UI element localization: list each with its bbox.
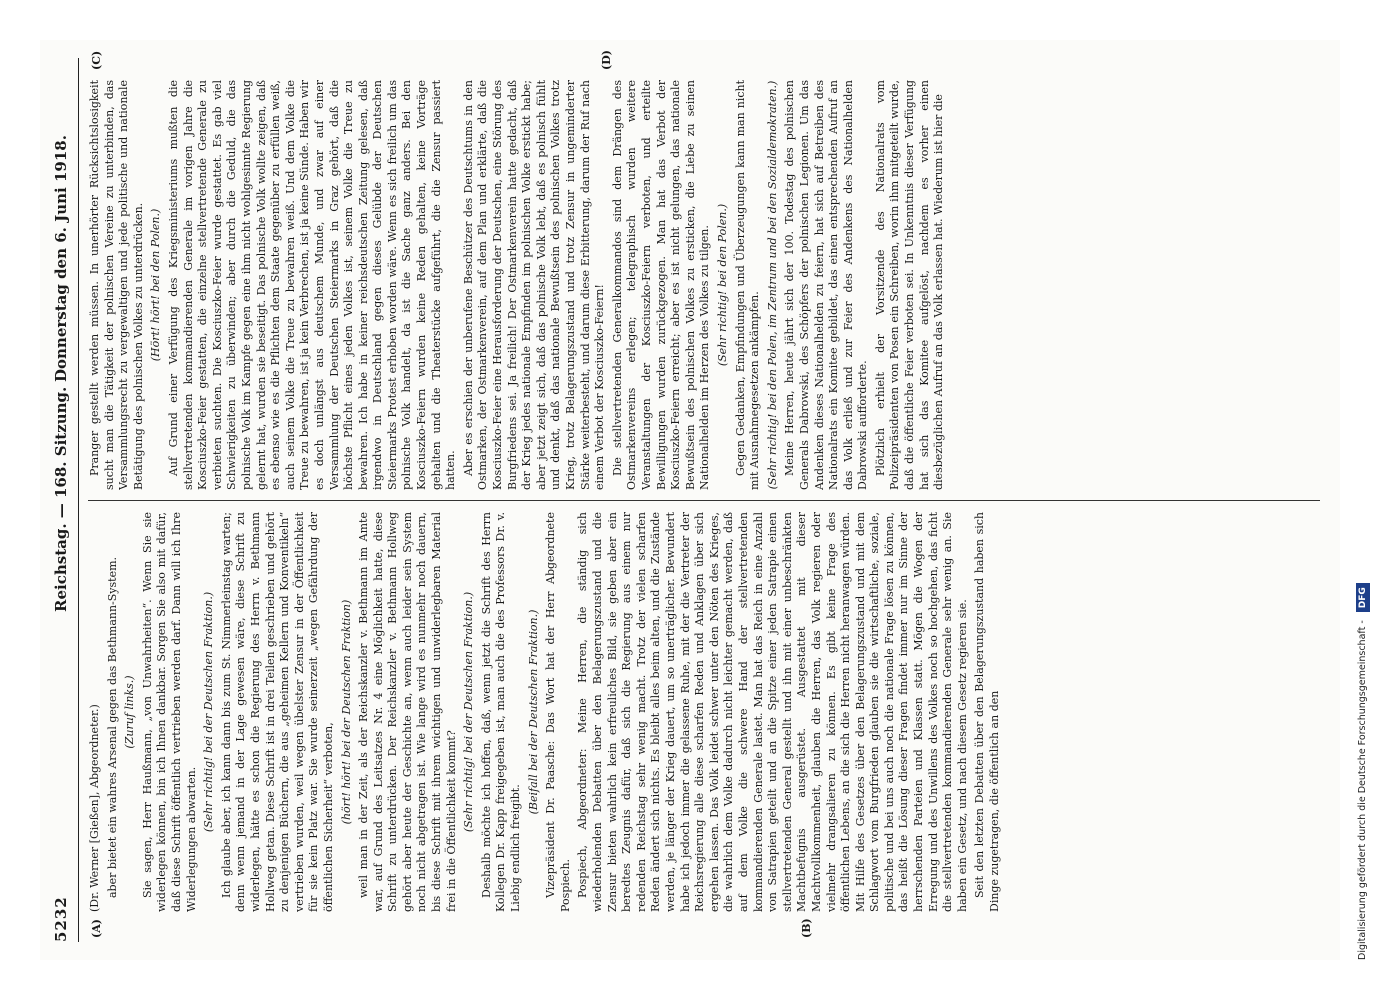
- paragraph: Pospiech, Abgeordneter: Meine Herren, die ständig sich wiederholenden Debatten über den Belagerungszustand und die Zensur bieten wahrlich kein erfreuliches Bild, sie geben aber ein beredtes Zeugnis dafür, daß sich die Regierung aus einem nur redenden Reichstag sehr wenig macht. Trotz der vielen scharfen Reden ändert sich nichts. Es bleibt alles beim alten, und die Zustände werden, je länger der Krieg dauert, um so unerträglicher. Bewundert habe ich jedoch immer die gelassene Ruhe, mit der die Vertreter der Reichsregierung alle diese scharfen Reden und Anklagen über sich ergehen lassen. Das Volk leidet schwer unter den Nöten des Krieges, die wahrlich dem Volke dadurch nicht leichter gemacht werden, daß auf dem Volke die schwere Hand der stellvertretenden kommandierenden Generale lastet. Man hat das Reich in eine Anzahl von Satrapien geteilt und an die Spitze einer jeden Satrapie einen stellvertretenden General gestellt und ihn mit einer unbeschränkten Machtbefugnis ausgerüstet. Ausgestattet mit dieser Machtvollkommenheit, glauben die Herren, das Volk regieren oder vielmehr drangsalieren zu können. Es gibt keine Frage des öffentlichen Lebens, an die sich die Herren nicht heranwagen würden. Mit Hilfe des Gesetzes über den Belagerungszustand und mit dem Schlagwort vom Burgfrieden glauben sie die wirtschaftliche, soziale, politische und bei uns auch noch die nationale Frage lösen zu können, das heißt die Lösung dieser Fragen findet immer nur im Sinne der herrschenden Parteien und Klassen statt. Mögen die Wogen der Erregung und des Unwillens des Volkes noch so hochgehen, das ficht die stellvertretenden kommandierenden Generale sehr wenig an. Sie haben ein Gesetz, und nach diesem Gesetz regieren sie.: [576, 512, 969, 912]
- margin-marker-c: (C): [90, 50, 103, 70]
- interjection: (Hört! hört! bei den Polen.): [149, 208, 163, 362]
- session-title: Reichstag. — 168. Sitzung.: [52, 386, 70, 612]
- margin-marker-d: (D): [600, 50, 613, 70]
- paragraph: Die stellvertretenden Generalkommandos sind dem Drängen des Ostmarkenvereins erlegen; telegraphisch wurden weitere Veranstaltungen der Kosciuszko-Feiern verboten, und erteilte Bewilligungen wurden zurückgezogen. Man hat das Verbot der Kosciuszko-Feiern erreicht; aber es ist nicht gelungen, das nationale Bewußtsein des polnischen Volkes zu ersticken, die Liebe zu seinen Nationalhelden im Herzen des Volkes zu tilgen.: [610, 80, 712, 490]
- digitization-text: Digitalisierung gefördert durch die Deutsche Forschungsgemeinschaft -: [1357, 620, 1368, 960]
- interjection: (Sehr richtig! bei den Polen.): [715, 203, 729, 367]
- session-date: Donnerstag den 6. Juni 1918.: [52, 135, 70, 382]
- margin-marker-b: (B): [800, 918, 813, 938]
- paragraph: Seit den letzten Debatten über den Belagerungszustand haben sich Dinge zugetragen, die öffentlich an den: [973, 512, 1002, 912]
- paragraph: Plötzlich erhielt der Vorsitzende des Nationalrats vom Polizeipräsidenten von Posen ein Schreiben, worin ihm mitgeteilt wurde, daß die öffentliche Feier verboten sei. In Unkenntnis dieser Verfügung hat sich das Komitee aufgelöst, nachdem es vorher einen diesbezüglichen Aufruf an das Volk erlassen hat. Wiederum ist hier die: [873, 80, 946, 490]
- paragraph: Sie sagen, Herr Haußmann, „von Unwahrheiten“. Wenn Sie sie widerlegen können, bin ich Ihnen dankbar. Sorgen Sie also mit dafür, daß diese Schrift öffentlich vertrieben werden darf. Dann will ich Ihre Widerlegungen abwarten.: [140, 512, 198, 912]
- paragraph: Aber es erschien der unberufene Beschützer des Deutschtums in den Ostmarken, der Ostmarkenverein, auf dem Plan und erklärte, daß die Kosciuszko-Feier eine Herausforderung der Deutschen, eine Störung des Burgfriedens sei. Ja freilich! Der Ostmarkenverein hatte gedacht, daß der Krieg jedes nationale Empfinden im polnischen Volke erstickt habe; aber jetzt zeigt sich, daß das polnische Volk lebt, daß es polnisch fühlt und denkt, daß das nationale Bewußtsein des polnischen Volkes trotz Krieg, trotz Belagerungszustand und trotz Zensur in ungeminderter Stärke weiterbesteht, und darum diese Erbitterung, darum der Ruf nach einem Verbot der Kosciuszko-Feiern!: [461, 80, 607, 490]
- paragraph: Gegen Gedanken, Empfindungen und Überzeugungen kann man nicht mit Ausnahmegesetzen ankämpfen.: [733, 80, 762, 490]
- interjection: (Sehr richtig! bei den Polen, im Zentrum und bei den Sozialdemokraten.): [765, 80, 779, 490]
- interjection: (Beifall bei der Deutschen Fraktion.): [526, 609, 540, 815]
- paragraph: Auf Grund einer Verfügung des Kriegsministeriums mußten die stellvertretenden kommandierenden Generale im vorigen Jahre die Kosciuszko-Feier gestatten, die einzelne stellvertretende Generale zu verbieten suchten. Die Kosciuszko-Feier wurde gestattet. Es gab viel Schwierigkeiten zu überwinden; aber durch die Geduld, die das polnische Volk im Kampfe gegen eine ihm nicht wohlgesinnte Regierung gelernt hat, wurden sie beseitigt. Das polnische Volk wollte zeigen, daß es ebenso wie es die Pflichten dem Staate gegenüber zu erfüllen weiß, auch seinem Volke die Treue zu bewahren weiß. Und dem Volke die Treue zu bewahren, ist ja kein Verbrechen, ist ja keine Sünde. Haben wir es doch unlängst aus deutschem Munde, und zwar auf einer Versammlung der Deutschen Steiermarks in Graz gehört, daß die höchste Pflicht eines jeden Volkes ist, seinem Volke die Treue zu bewahren. Ich habe in keiner reichsdeutschen Zeitung gelesen, daß irgendwo in Deutschland gegen dieses Gelübde der Deutschen Steiermarks Protest erhoben worden wäre. Wenn es sich freilich um das polnische Volk handelt, da ist die Sache ganz anders. Bei den Kosciuszko-Feiern wurden keine Reden gehalten, keine Vorträge gehalten und die Theaterstücke aufgeführt, die die Zensur passiert hatten.: [166, 80, 458, 490]
- paragraph: Deshalb möchte ich hoffen, daß, wenn jetzt die Schrift des Herrn Kollegen Dr. Kapp freigegeben ist, man auch die des Professors Dr. v. Liebig endlich freigibt.: [479, 512, 523, 912]
- paragraph: Meine Herren, heute jährt sich der 100. Todestag des polnischen Generals Dabrowski, des Schöpfers der polnischen Legionen. Um das Andenken dieses Nationalhelden zu feiern, hat sich auf Betreiben des Nationalrats ein Komitee gebildet, das einen entsprechenden Aufruf an das Volk erließ und zur Feier des Andenkens des Nationalhelden Dabrowski aufforderte.: [783, 80, 870, 490]
- paragraph: weil man in der Zeit, als der Reichskanzler v. Bethmann im Amte war, auf Grund des Leitsatzes Nr. 4 eine Möglichkeit hatte, diese Schrift zu unterdrücken. Der Reichskanzler v. Bethmann Hollweg gehört aber heute der Geschichte an, wenn auch leider sein System noch nicht abgetragen ist. Wie lange wird es nunmehr noch dauern, bis diese Schrift mit ihrem wichtigen und unwiderlegbaren Material frei in die Öffentlichkeit kommt?: [357, 512, 458, 912]
- interjection: (Sehr richtig! bei der Deutschen Fraktion.): [202, 591, 216, 833]
- interjection: (Sehr richtig! bei der Deutschen Fraktion.): [462, 591, 476, 833]
- right-column: [88, 80, 1320, 490]
- left-column: [88, 512, 1320, 912]
- interjection: (hört! hört! bei der Deutschen Fraktion): [339, 599, 353, 825]
- speaker-line: (Dr. Werner [Gießen], Abgeordneter.): [88, 704, 101, 912]
- scanned-page: [40, 40, 1340, 960]
- paragraph: aber bietet ein wahres Arsenal gegen das Bethmann-System.: [105, 556, 119, 898]
- margin-marker-a: (A): [90, 919, 103, 938]
- digitization-note: [1352, 40, 1374, 960]
- column-divider: [88, 500, 1320, 501]
- interjection: (Zuruf links.): [123, 675, 137, 749]
- page-header: [50, 58, 79, 942]
- paragraph: Ich glaube aber, ich kann dann bis zum St. Nimmerleinstag warten; denn wenn jemand in der Lage gewesen wäre, diese Schrift zu widerlegen, hätte es schon die Regierung des Herrn v. Bethmann Hollweg getan. Diese Schrift ist in drei Teilen geschrieben und gehört zu denjenigen Büchern, die aus „geheimen Kellern und Konventikeln“ vertrieben wurden, weil wegen übelster Zensur in der Öffentlichkeit für sie kein Platz war. Sie wurde seinerzeit „wegen Gefährdung der öffentlichen Sicherheit“ verboten,: [219, 512, 335, 912]
- paragraph: Pranger gestellt werden müssen. In unerhörter Rücksichtslosigkeit sucht man die Tätigkeit der polnischen Vereine zu unterbinden, das Versammlungsrecht zu vergewaltigen und jede politische und nationale Betätigung des polnischen Volkes zu unterdrücken.: [88, 80, 145, 490]
- page-number: 5232: [52, 896, 70, 942]
- rotated-page: [40, 40, 1340, 960]
- paragraph: Vizepräsident Dr. Paasche: Das Wort hat der Herr Abgeordnete Pospiech.: [544, 512, 572, 912]
- dfg-logo: DFG: [1356, 583, 1370, 612]
